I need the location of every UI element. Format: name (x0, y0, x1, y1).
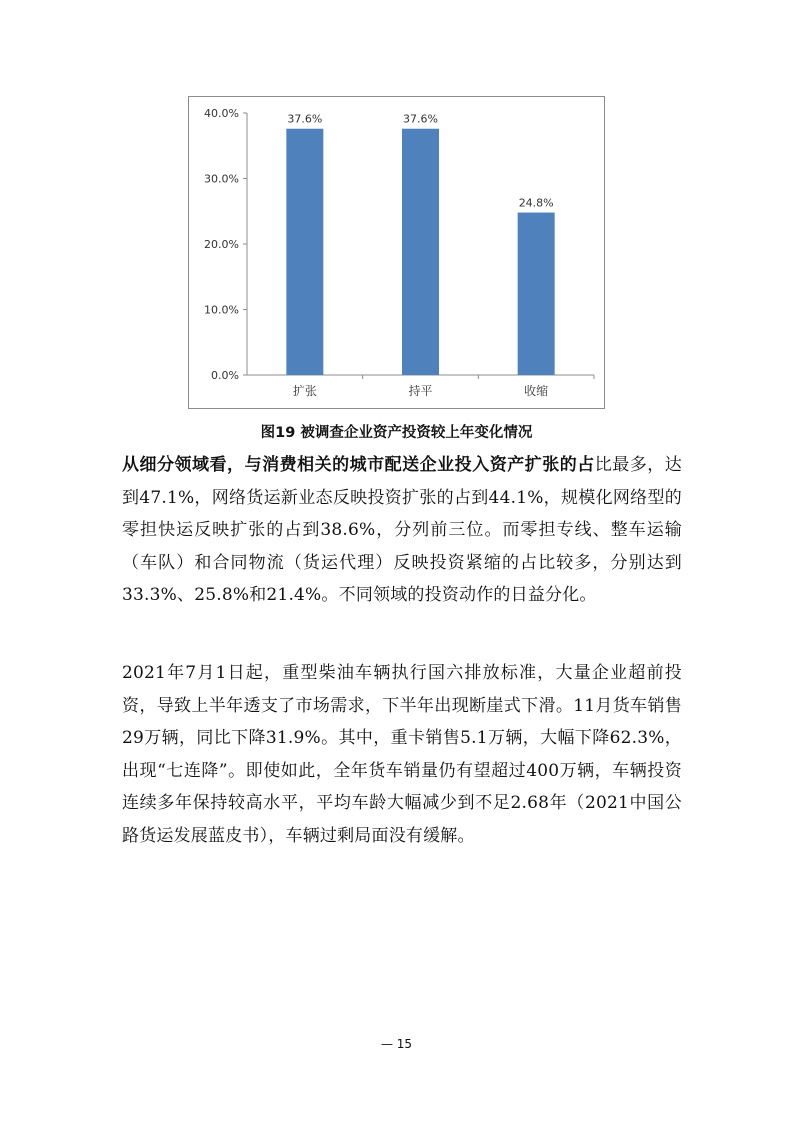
x-tick-label: 收缩 (524, 384, 549, 398)
data-label: 37.6% (403, 112, 438, 126)
bar (402, 129, 439, 375)
bar (286, 129, 323, 375)
x-tick-label: 扩张 (292, 384, 317, 398)
x-tick-label: 持平 (408, 384, 433, 398)
paragraph-1-lead: 从细分领域看，与消费相关的城市配送企业投入资产扩张的占 (122, 455, 595, 475)
data-label: 24.8% (518, 196, 554, 210)
chart-svg (189, 97, 604, 408)
page-number: — 15 (380, 1037, 413, 1051)
paragraph-2 (122, 657, 682, 852)
y-tick-label: 0.0% (211, 369, 239, 382)
y-tick-label: 10.0% (204, 303, 239, 317)
paragraph-1-text: 比最多，达到47.1%，网络货运新业态反映投资扩张的占到44.1%，规模化网络型的零担快运反映扩张的占到38.6%，分列前三位。而零担专线、整车运输（车队）和合同物流（货运代理）反映投资紧缩的占比较多，分别达到33.3%、25.8%和21.4%。不同领域的投资动作的日益分化。 (122, 455, 683, 605)
data-label: 37.6% (287, 112, 323, 126)
paragraph-2-text: 2021年7月1日起，重型柴油车辆执行国六排放标准，大量企业超前投资，导致上半年透支了市场需求，下半年出现断崖式下滑。11月货车销售29万辆，同比下降31.9%。其中，重卡销售5.1万辆，大幅下降62.3%，出现“七连降”。即使如此，全年货车销量仍有望超过400万辆，车辆投资连续多年保持较高水平，平均车龄大幅减少到不足2.68年（2021中国公路货运发展蓝皮书），车辆过剩局面没有缓解。 (122, 663, 682, 846)
y-tick-label: 30.0% (204, 172, 239, 186)
y-tick-label: 20.0% (204, 238, 239, 251)
figure-caption: 图19 被调查企业资产投资较上年变化情况 (260, 425, 533, 441)
bar (518, 213, 555, 375)
paragraph-1 (122, 449, 682, 612)
bar-chart (188, 96, 605, 409)
y-tick-label: 40.0% (204, 107, 239, 120)
